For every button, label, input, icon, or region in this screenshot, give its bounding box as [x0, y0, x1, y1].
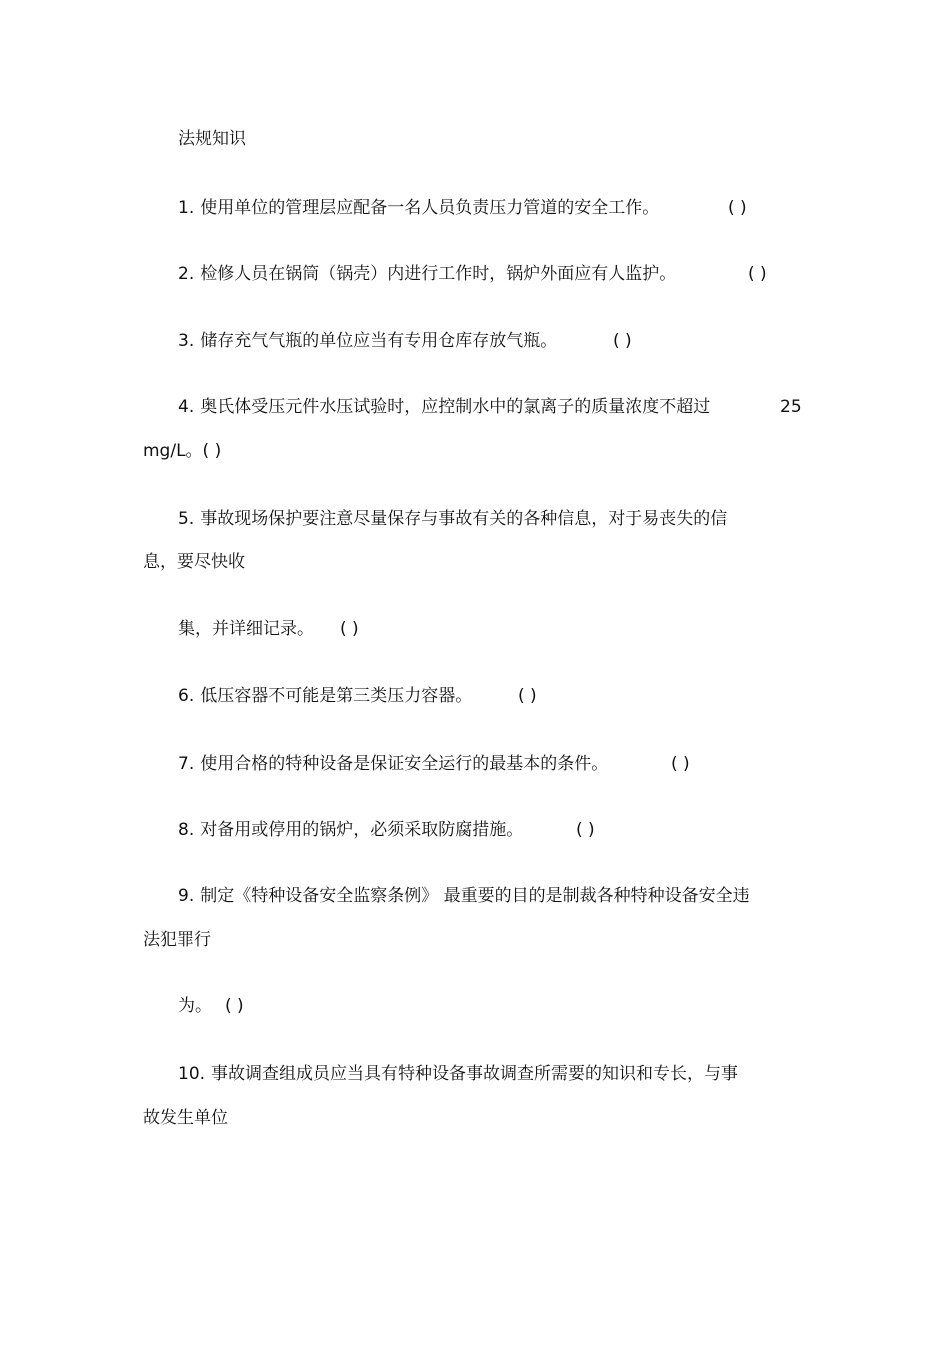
section-title: 法规知识: [178, 129, 246, 149]
question-text: 事故调查组成员应当具有特种设备事故调查所需要的知识和专长，与事: [211, 1064, 739, 1084]
question-text: 奥氏体受压元件水压试验时，应控制水中的氯离子的质量浓度不超过: [200, 397, 711, 417]
question-text: 储存充气气瓶的单位应当有专用仓库存放气瓶。: [200, 331, 558, 351]
question-1: [178, 197, 659, 219]
answer-blank: ( ): [613, 331, 632, 351]
question-number: 2.: [178, 264, 195, 284]
question-10: [178, 1063, 738, 1085]
question-3: [178, 330, 557, 352]
answer-blank: ( ): [671, 754, 690, 774]
question-number: 5.: [178, 509, 195, 529]
answer-blank: ( ): [225, 996, 244, 1016]
question-4-value: 25: [780, 397, 802, 417]
question-number: 7.: [178, 754, 195, 774]
question-number: 4.: [178, 397, 195, 417]
question-6: [178, 685, 472, 707]
question-text: 检修人员在锅筒（锅壳）内进行工作时，锅炉外面应有人监护。: [200, 264, 677, 284]
question-text: 对备用或停用的锅炉，必须采取防腐措施。: [200, 820, 524, 840]
question-5: [178, 508, 727, 530]
question-text: 制定《特种设备安全监察条例》 最重要的目的是制裁各种特种设备安全违: [200, 886, 750, 906]
answer-blank: ( ): [748, 264, 767, 284]
question-number: 1.: [178, 198, 195, 218]
question-number: 9.: [178, 886, 195, 906]
question-text: 事故现场保护要注意尽量保存与事故有关的各种信息，对于易丧失的信: [200, 509, 728, 529]
question-number: 6.: [178, 686, 195, 706]
question-4-continuation: mg/L。( ): [143, 441, 222, 461]
answer-blank: ( ): [340, 619, 359, 639]
question-9-continuation: 法犯罪行: [143, 930, 211, 950]
question-4: [178, 396, 710, 418]
question-text: 使用单位的管理层应配备一名人员负责压力管道的安全工作。: [200, 198, 660, 218]
question-5-line3: 集，并详细记录。: [178, 619, 314, 639]
question-text: 低压容器不可能是第三类压力容器。: [200, 686, 473, 706]
answer-blank: ( ): [728, 198, 747, 218]
question-5-continuation: 息，要尽快收: [143, 552, 245, 572]
answer-blank: ( ): [518, 686, 537, 706]
question-number: 10.: [178, 1064, 206, 1084]
question-9-line3: 为。: [178, 996, 212, 1016]
question-number: 3.: [178, 331, 195, 351]
question-9: [178, 885, 750, 907]
answer-blank: ( ): [576, 820, 595, 840]
question-8: [178, 819, 523, 841]
question-2: [178, 263, 676, 285]
question-7: [178, 753, 608, 775]
question-text: 使用合格的特种设备是保证安全运行的最基本的条件。: [200, 754, 609, 774]
question-10-continuation: 故发生单位: [143, 1108, 228, 1128]
question-number: 8.: [178, 820, 195, 840]
